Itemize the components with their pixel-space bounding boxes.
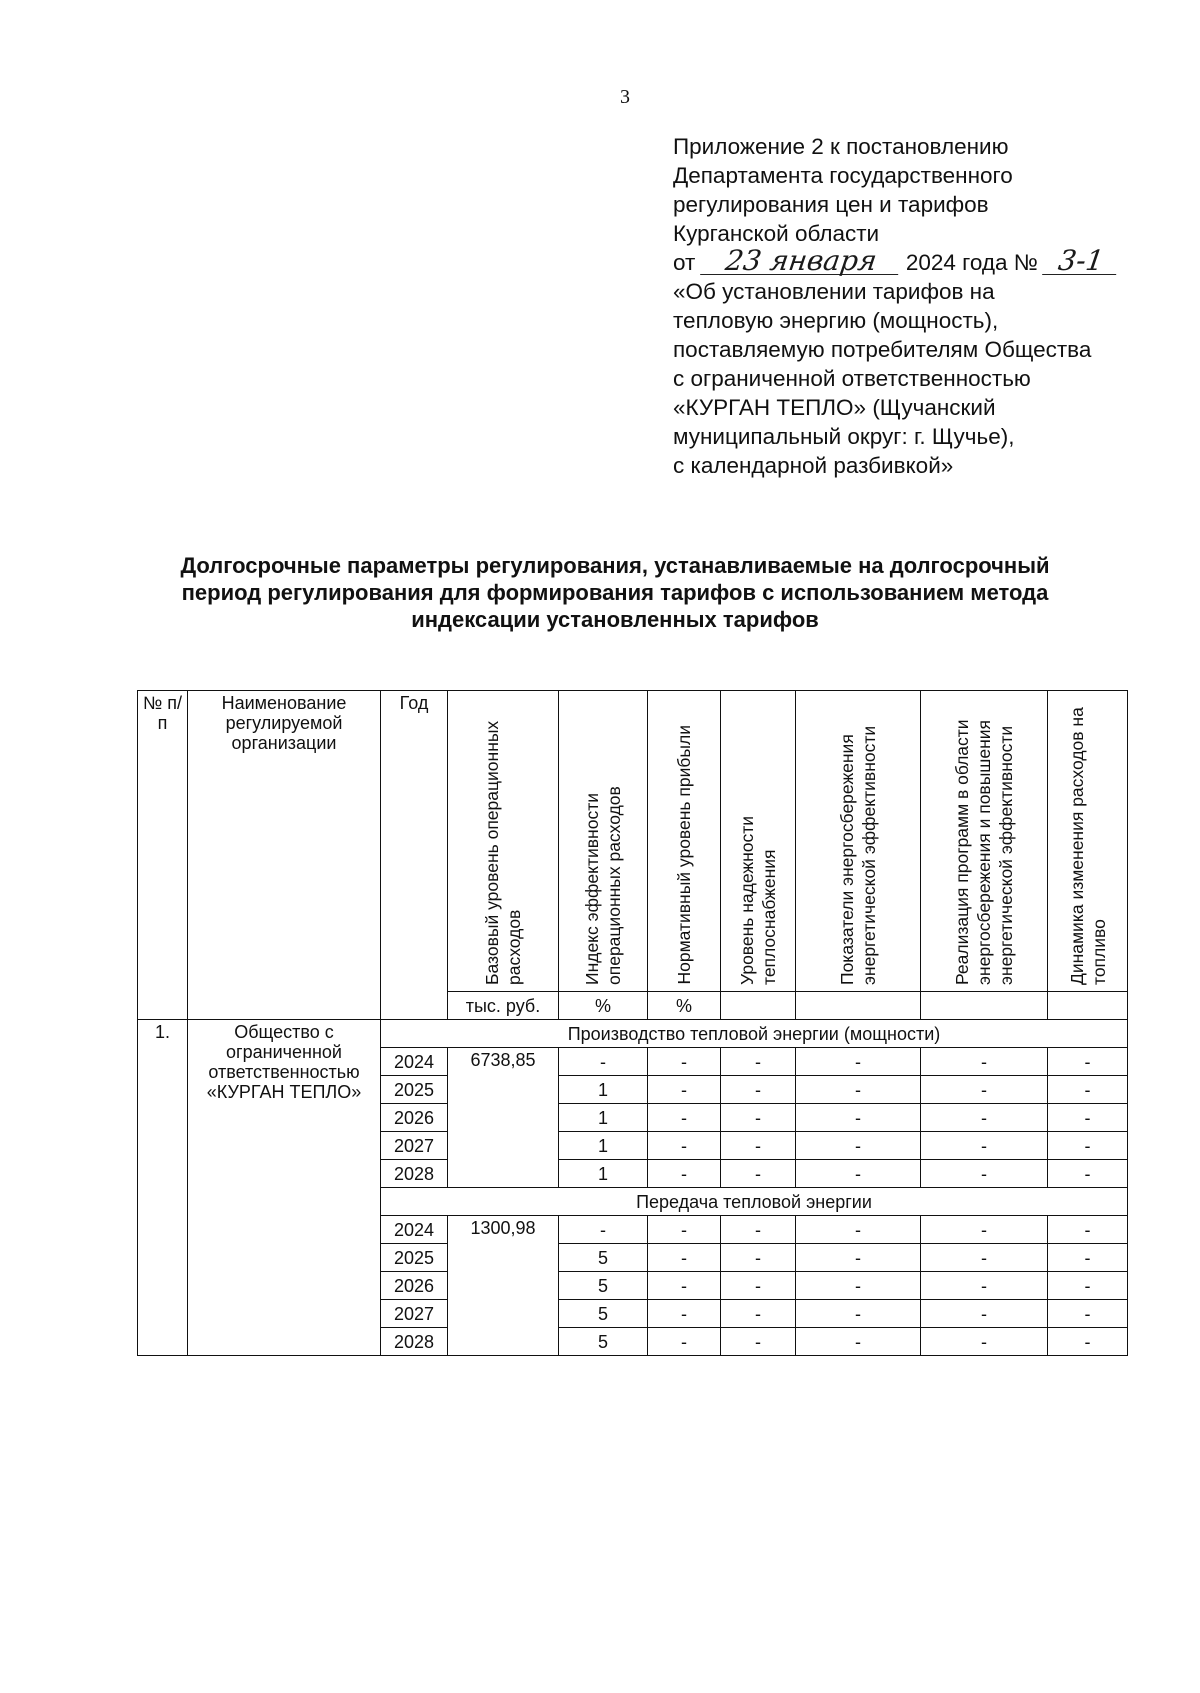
annex-line: Департамента государственного: [673, 163, 1013, 188]
section-title: Производство тепловой энергии (мощности): [381, 1020, 1128, 1048]
cell-programs: -: [921, 1076, 1048, 1104]
cell-energy: -: [796, 1160, 921, 1188]
document-title: [120, 552, 1110, 633]
cell-year: 2024: [381, 1216, 448, 1244]
cell-programs: -: [921, 1216, 1048, 1244]
parameters-table: [137, 690, 1128, 1356]
cell-index: -: [559, 1048, 648, 1076]
title-line: индексации установленных тарифов: [411, 607, 819, 632]
cell-year: 2027: [381, 1132, 448, 1160]
cell-energy: -: [796, 1104, 921, 1132]
cell-programs: -: [921, 1104, 1048, 1132]
cell-profit: -: [648, 1104, 721, 1132]
unit-profit: %: [648, 992, 721, 1020]
cell-fuel: -: [1048, 1300, 1128, 1328]
page-number: 3: [620, 86, 630, 108]
unit-empty: [721, 992, 796, 1020]
cell-energy: -: [796, 1328, 921, 1356]
cell-energy: -: [796, 1272, 921, 1300]
cell-reliability: -: [721, 1300, 796, 1328]
header-programs: [921, 691, 1048, 992]
annex-title-line: «КУРГАН ТЕПЛО» (Щучанский: [673, 395, 996, 420]
annex-date-line: [673, 244, 1118, 277]
header-fuel: [1048, 691, 1128, 992]
cell-programs: -: [921, 1244, 1048, 1272]
cell-energy: -: [796, 1132, 921, 1160]
cell-reliability: -: [721, 1216, 796, 1244]
cell-index: 1: [559, 1104, 648, 1132]
cell-index: 5: [559, 1328, 648, 1356]
cell-profit: -: [648, 1300, 721, 1328]
annex-line: Приложение 2 к постановлению: [673, 134, 1009, 159]
cell-index: -: [559, 1216, 648, 1244]
header-year: Год: [381, 691, 448, 1020]
cell-base-value: 1300,98: [448, 1216, 559, 1356]
header-energy-indicators-text: Показатели энергосбережения энергетической эффективности: [837, 725, 879, 985]
annex-title-line: тепловую энергию (мощность),: [673, 308, 999, 333]
cell-profit: -: [648, 1132, 721, 1160]
header-profit: [648, 691, 721, 992]
cell-reliability: -: [721, 1328, 796, 1356]
cell-year: 2024: [381, 1048, 448, 1076]
cell-reliability: -: [721, 1132, 796, 1160]
header-organization: Наименование регулируемой организации: [188, 691, 381, 1020]
header-reliability: [721, 691, 796, 992]
handwritten-date: 23 января: [700, 248, 902, 275]
unit-empty: [796, 992, 921, 1020]
cell-fuel: -: [1048, 1132, 1128, 1160]
organization-name: Общество с ограниченной ответственностью «КУРГАН ТЕПЛО»: [188, 1020, 381, 1356]
cell-energy: -: [796, 1244, 921, 1272]
cell-programs: -: [921, 1048, 1048, 1076]
cell-base-value: 6738,85: [448, 1048, 559, 1188]
cell-year: 2028: [381, 1160, 448, 1188]
annex-title-line: «Об установлении тарифов на: [673, 279, 995, 304]
cell-year: 2026: [381, 1272, 448, 1300]
header-efficiency-index-text: Индекс эффективности операционных расходов: [582, 786, 624, 985]
cell-programs: -: [921, 1272, 1048, 1300]
row-number: 1.: [138, 1020, 188, 1356]
cell-index: 1: [559, 1076, 648, 1104]
cell-reliability: -: [721, 1160, 796, 1188]
annex-line: регулирования цен и тарифов: [673, 192, 989, 217]
cell-index: 1: [559, 1132, 648, 1160]
cell-profit: -: [648, 1272, 721, 1300]
cell-energy: -: [796, 1300, 921, 1328]
title-line: Долгосрочные параметры регулирования, устанавливаемые на долгосрочный: [180, 553, 1050, 578]
unit-empty: [1048, 992, 1128, 1020]
annex-title-line: поставляемую потребителям Общества: [673, 337, 1092, 362]
cell-reliability: -: [721, 1104, 796, 1132]
unit-base: тыс. руб.: [448, 992, 559, 1020]
cell-year: 2025: [381, 1076, 448, 1104]
cell-fuel: -: [1048, 1244, 1128, 1272]
header-profit-text: Нормативный уровень прибыли: [674, 725, 694, 985]
cell-fuel: -: [1048, 1104, 1128, 1132]
cell-reliability: -: [721, 1048, 796, 1076]
cell-year: 2026: [381, 1104, 448, 1132]
header-base-level: [448, 691, 559, 992]
cell-fuel: -: [1048, 1076, 1128, 1104]
cell-energy: -: [796, 1076, 921, 1104]
title-line: период регулирования для формирования тарифов с использованием метода: [181, 580, 1049, 605]
annex-block: [673, 132, 1118, 480]
cell-index: 1: [559, 1160, 648, 1188]
cell-programs: -: [921, 1132, 1048, 1160]
cell-reliability: -: [721, 1076, 796, 1104]
cell-year: 2025: [381, 1244, 448, 1272]
cell-profit: -: [648, 1216, 721, 1244]
header-efficiency-index: [559, 691, 648, 992]
section-title: Передача тепловой энергии: [381, 1188, 1128, 1216]
cell-reliability: -: [721, 1244, 796, 1272]
cell-index: 5: [559, 1272, 648, 1300]
header-programs-text: Реализация программ в области энергосбережения и повышения энергетической эффективности: [952, 719, 1016, 985]
cell-index: 5: [559, 1300, 648, 1328]
cell-profit: -: [648, 1244, 721, 1272]
cell-energy: -: [796, 1216, 921, 1244]
handwritten-number: 3-1: [1042, 248, 1120, 275]
cell-programs: -: [921, 1300, 1048, 1328]
cell-year: 2028: [381, 1328, 448, 1356]
cell-fuel: -: [1048, 1328, 1128, 1356]
header-num: № п/п: [138, 691, 188, 1020]
cell-programs: -: [921, 1160, 1048, 1188]
cell-reliability: -: [721, 1272, 796, 1300]
cell-profit: -: [648, 1160, 721, 1188]
cell-fuel: -: [1048, 1160, 1128, 1188]
header-energy-indicators: [796, 691, 921, 992]
header-base-level-text: Базовый уровень операционных расходов: [482, 720, 524, 985]
unit-empty: [921, 992, 1048, 1020]
unit-index: %: [559, 992, 648, 1020]
annex-title-line: муниципальный округ: г. Щучье),: [673, 424, 1015, 449]
date-year: 2024 года №: [905, 250, 1038, 275]
cell-programs: -: [921, 1328, 1048, 1356]
annex-title-line: с ограниченной ответственностью: [673, 366, 1031, 391]
cell-profit: -: [648, 1076, 721, 1104]
annex-title-line: с календарной разбивкой»: [673, 453, 954, 478]
cell-fuel: -: [1048, 1048, 1128, 1076]
date-prefix: от: [673, 250, 696, 275]
annex-line: Курганской области: [673, 221, 880, 246]
cell-profit: -: [648, 1048, 721, 1076]
section-row: [138, 1020, 1128, 1048]
cell-fuel: -: [1048, 1272, 1128, 1300]
cell-fuel: -: [1048, 1216, 1128, 1244]
header-fuel-text: Динамика изменения расходов на топливо: [1066, 707, 1109, 985]
cell-index: 5: [559, 1244, 648, 1272]
cell-profit: -: [648, 1328, 721, 1356]
cell-energy: -: [796, 1048, 921, 1076]
header-reliability-text: Уровень надежности теплоснабжения: [737, 815, 779, 985]
cell-year: 2027: [381, 1300, 448, 1328]
